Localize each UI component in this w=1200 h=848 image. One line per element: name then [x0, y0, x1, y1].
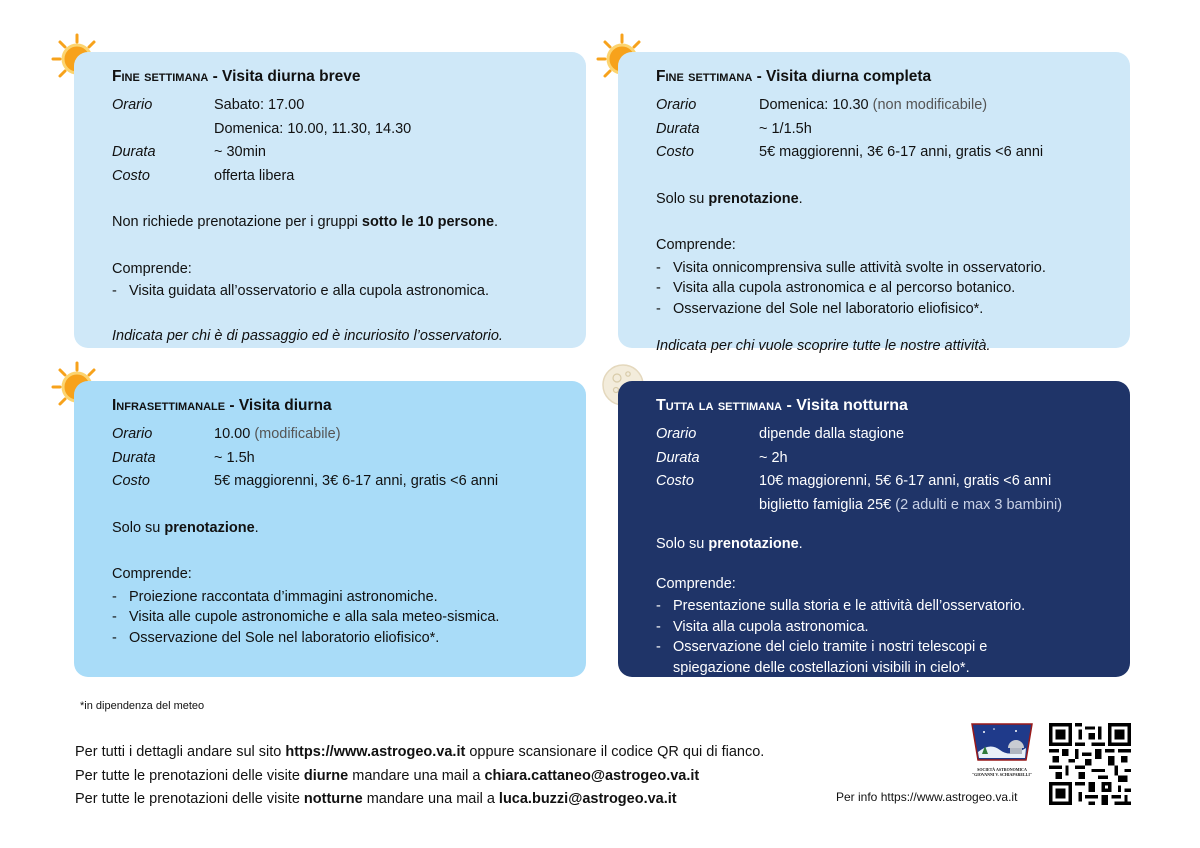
includes-label: Comprende: [656, 575, 736, 592]
booking-note: Solo su prenotazione. [656, 536, 803, 552]
list-item: - Presentazione sulla storia e le attività dell’osservatorio. [656, 596, 1106, 617]
list-item: - Visita guidata all’osservatorio e alla cupola astronomica. [112, 281, 562, 302]
card-night-visit [618, 381, 1130, 677]
booking-note: Solo su prenotazione. [656, 190, 803, 207]
cost-row: Costo 5€ maggiorenni, 3€ 6-17 anni, gratis <6 anni [112, 473, 499, 489]
footer-line: Per tutti i dettagli andare sul sito https://www.astrogeo.va.it oppure scansionare il codice QR qui di fianco. [75, 744, 765, 760]
duration-row: Durata ~ 2h [656, 449, 788, 466]
includes-list [656, 258, 1106, 320]
includes-label: Comprende: [656, 237, 736, 253]
booking-note: Solo su prenotazione. [112, 519, 259, 536]
cost-row: biglietto famiglia 25€ (2 adulti e max 3 bambini) [759, 496, 1063, 513]
target-note: Indicata per chi è di passaggio ed è incuriosito l’osservatorio. [112, 327, 503, 344]
qr-code-icon[interactable] [1049, 723, 1131, 805]
schedule-row: Orario 10.00 (modificabile) [112, 426, 341, 442]
includes-label: Comprende: [112, 566, 192, 582]
footnote: *in dipendenza del meteo [80, 700, 205, 712]
card-weekend-full-visit [618, 52, 1130, 354]
booking-note: Non richiede prenotazione per i gruppi sotto le 10 persone. [112, 214, 499, 230]
card-title: Tutta la settimana - Visita notturna [656, 397, 908, 414]
footer-line: Per tutte le prenotazioni delle visite notturne mandare una mail a luca.buzzi@astrogeo.va.it [75, 791, 677, 807]
card-weekend-short-visit [74, 52, 586, 348]
list-item: - Osservazione del Sole nel laboratorio eliofisico*. [112, 628, 562, 649]
target-note: Indicata per chi vuole scoprire tutte le nostre attività. [656, 338, 991, 354]
footer-contacts [75, 741, 764, 812]
list-item: - Visita alla cupola astronomica e al percorso botanico. [656, 278, 1106, 299]
card-weekday-visit [74, 381, 586, 677]
card-title: Infrasettimanale - Visita diurna [112, 397, 332, 414]
list-item: - Osservazione del Sole nel laboratorio eliofisico*. [656, 299, 1106, 320]
info-website: Per info https://www.astrogeo.va.it [836, 790, 1018, 804]
website-link[interactable]: https://www.astrogeo.va.it [285, 744, 466, 760]
list-item: - Visita alla cupola astronomica. [656, 617, 1106, 638]
schedule-row: Domenica: 10.00, 11.30, 14.30 [214, 120, 412, 137]
card-title: Fine settimana - Visita diurna breve [112, 68, 361, 85]
list-item: - Proiezione raccontata d’immagini astronomiche. [112, 587, 562, 608]
cost-row: Costo 5€ maggiorenni, 3€ 6-17 anni, gratis <6 anni [656, 144, 1044, 160]
schedule-row: Orario Domenica: 10.30 (non modificabile) [656, 97, 988, 113]
logo-text: SOCIETÀ ASTRONOMICA "GIOVANNI V. SCHIAPARELLI" [971, 767, 1033, 777]
cost-row: Costo 10€ maggiorenni, 5€ 6-17 anni, gratis <6 anni [656, 473, 1052, 489]
observatory-icon [970, 722, 1034, 762]
includes-list [112, 281, 562, 302]
duration-row: Durata ~ 30min [112, 144, 266, 160]
day-email-link[interactable]: chiara.cattaneo@astrogeo.va.it [484, 767, 700, 784]
footer-line: Per tutte le prenotazioni delle visite diurne mandare una mail a chiara.cattaneo@astrogeo.va.it [75, 767, 700, 784]
includes-list [656, 596, 1106, 678]
schedule-row: Orario dipende dalla stagione [656, 426, 905, 442]
list-item: - Visita onnicomprensiva sulle attività svolte in osservatorio. [656, 258, 1106, 279]
society-logo [970, 722, 1034, 776]
includes-label: Comprende: [112, 260, 192, 277]
card-title: Fine settimana - Visita diurna completa [656, 68, 932, 85]
cost-row: Costo offerta libera [112, 167, 295, 184]
list-item: - Osservazione del cielo tramite i nostri telescopi e spiegazione delle costellazioni visibili in cielo*. [656, 637, 1106, 678]
list-item: - Visita alle cupole astronomiche e alla sala meteo-sismica. [112, 607, 562, 628]
includes-list [112, 587, 562, 649]
night-email-link[interactable]: luca.buzzi@astrogeo.va.it [498, 791, 677, 807]
duration-row: Durata ~ 1.5h [112, 449, 255, 466]
schedule-row: Orario Sabato: 17.00 [112, 97, 305, 113]
duration-row: Durata ~ 1/1.5h [656, 120, 812, 137]
